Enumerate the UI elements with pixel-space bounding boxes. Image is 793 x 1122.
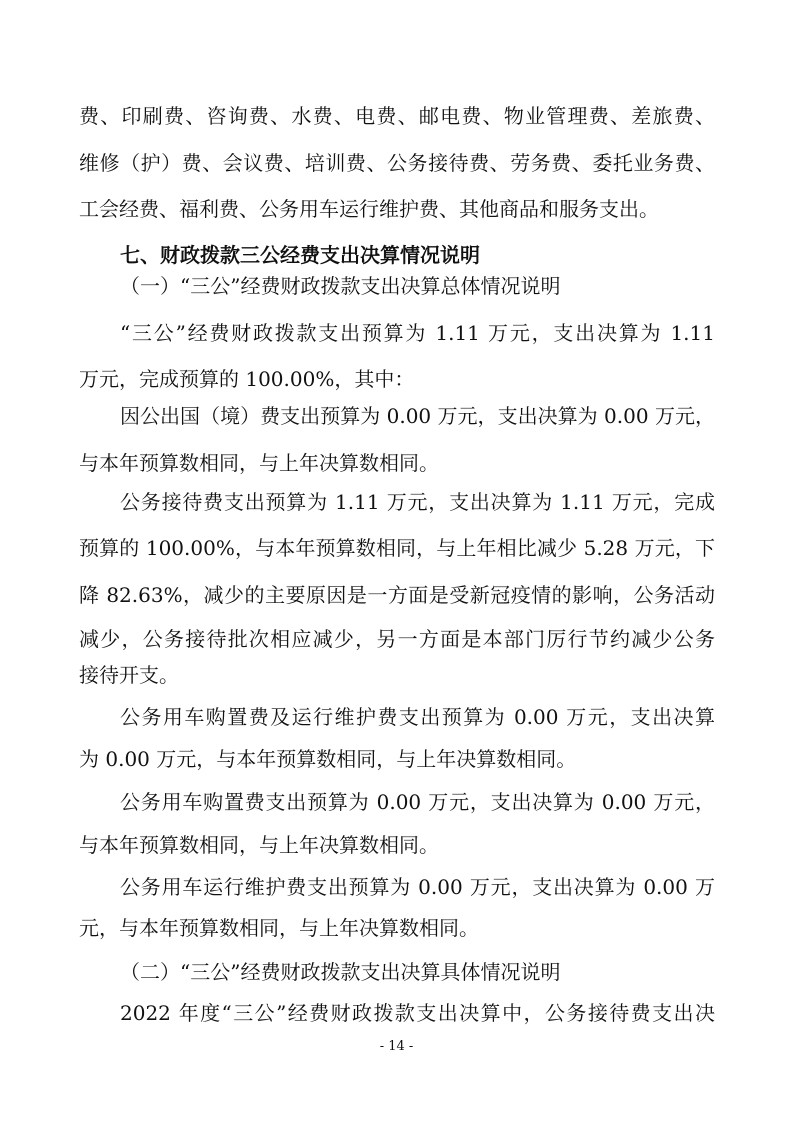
paragraph-line: 公务接待费支出预算为 1.11 万元，支出决算为 1.11 万元，完成 bbox=[120, 490, 715, 514]
paragraph-line: 预算的 100.00%，与本年预算数相同，与上年相比减少 5.28 万元，下 bbox=[79, 536, 715, 560]
paragraph-line: 与本年预算数相同，与上年决算数相同。 bbox=[79, 833, 439, 857]
page-number: - 14 - bbox=[379, 1039, 414, 1054]
paragraph-line: 与本年预算数相同，与上年决算数相同。 bbox=[79, 451, 439, 475]
paragraph-line: 因公出国（境）费支出预算为 0.00 万元，支出决算为 0.00 万元， bbox=[120, 404, 715, 428]
paragraph-line: 维修（护）费、会议费、培训费、公务接待费、劳务费、委托业务费、 bbox=[79, 151, 715, 175]
paragraph-line: 公务用车购置费及运行维护费支出预算为 0.00 万元，支出决算 bbox=[120, 705, 715, 729]
subsection-heading: （一）“三公”经费财政拨款支出决算总体情况说明 bbox=[120, 274, 561, 298]
paragraph-line: 公务用车购置费支出预算为 0.00 万元，支出决算为 0.00 万元， bbox=[120, 790, 715, 814]
paragraph-line: “三公”经费财政拨款支出预算为 1.11 万元，支出决算为 1.11 bbox=[120, 321, 715, 345]
paragraph-line: 接待开支。 bbox=[79, 663, 179, 687]
paragraph-line: 工会经费、福利费、公务用车运行维护费、其他商品和服务支出。 bbox=[79, 197, 659, 221]
paragraph-line: 费、印刷费、咨询费、水费、电费、邮电费、物业管理费、差旅费、 bbox=[79, 104, 715, 128]
section-heading: 七、财政拨款三公经费支出决算情况说明 bbox=[120, 243, 480, 267]
paragraph-line: 公务用车运行维护费支出预算为 0.00 万元，支出决算为 0.00 万 bbox=[120, 875, 715, 899]
paragraph-line: 2022 年度“三公”经费财政拨款支出决算中，公务接待费支出决 bbox=[120, 1001, 715, 1025]
paragraph-line: 元，与本年预算数相同，与上年决算数相同。 bbox=[79, 916, 479, 940]
paragraph-line: 为 0.00 万元，与本年预算数相同，与上年决算数相同。 bbox=[79, 747, 577, 771]
paragraph-line: 减少，公务接待批次相应减少，另一方面是本部门厉行节约减少公务 bbox=[79, 627, 715, 651]
subsection-heading: （二）“三公”经费财政拨款支出决算具体情况说明 bbox=[120, 960, 561, 984]
paragraph-line: 万元，完成预算的 100.00%，其中： bbox=[79, 367, 415, 391]
paragraph-line: 降 82.63%，减少的主要原因是一方面是受新冠疫情的影响，公务活动 bbox=[79, 583, 715, 607]
